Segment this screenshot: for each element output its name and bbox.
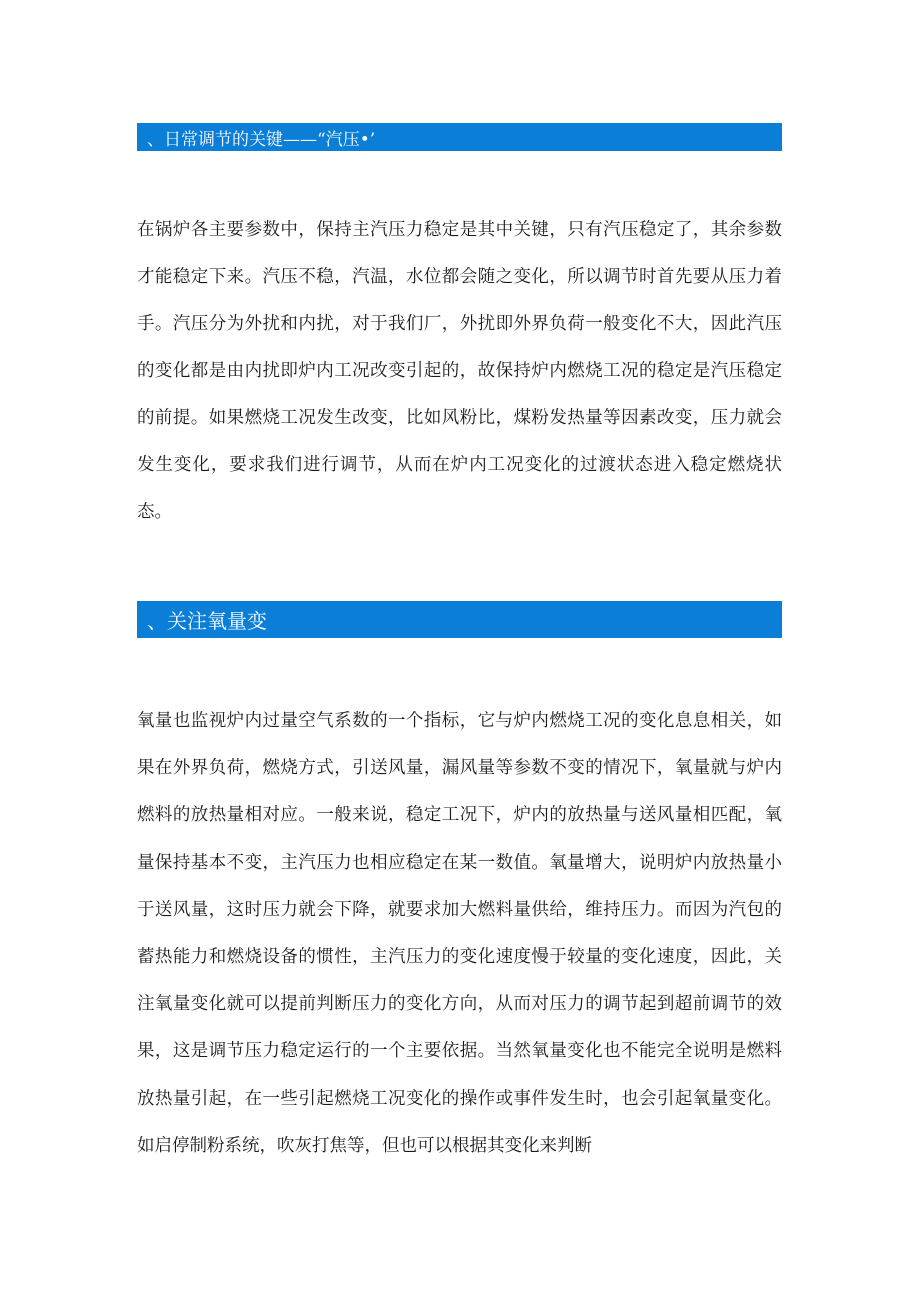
section-body-oxygen: 氧量也监视炉内过量空气系数的一个指标，它与炉内燃烧工况的变化息息相关，如果在外界负荷，燃烧方式，引送风量，漏风量等参数不变的情况下，氧量就与炉内燃料的放热量相对应。一般来说，稳定工况下，炉内的放热量与送风量相匹配，氧量保持基本不变，主汽压力也相应稳定在某一数值。氧量增大，说明炉内放热量小于送风量，这时压力就会下降，就要求加大燃料量供给，维持压力。而因为汽包的蓄热能力和燃烧设备的惯性，主汽压力的变化速度慢于较量的变化速度，因此，关注氧量变化就可以提前判断压力的变化方向，从而对压力的调节起到超前调节的效果，这是调节压力稳定运行的一个主要依据。当然氧量变化也不能完全说明是燃料放热量引起，在一些引起燃烧工况变化的操作或事件发生时，也会引起氧量变化。如启停制粉系统，吹灰打焦等，但也可以根据其变化来判断 [137,711,782,1156]
section-body-pressure: 在锅炉各主要参数中，保持主汽压力稳定是其中关键，只有汽压稳定了，其余参数才能稳定下来。汽压不稳，汽温，水位都会随之变化，所以调节时首先要从压力着手。汽压分为外扰和内扰，对于我们厂，外扰即外界负荷一般变化不大，因此汽压的变化都是由内扰即炉内工况改变引起的，故保持炉内燃烧工况的稳定是汽压稳定的前提。如果燃烧工况发生改变，比如风粉比，煤粉发热量等因素改变，压力就会发生变化，要求我们进行调节，从而在炉内工况变化的过渡状态进入稳定燃烧状态。 [137,220,782,522]
section-heading-pressure [137,123,782,151]
section-heading-oxygen [137,601,782,638]
section-heading-text: 、日常调节的关键——“汽压•’ [147,129,376,150]
section-heading-text: 、关注氧量变 [147,609,267,633]
